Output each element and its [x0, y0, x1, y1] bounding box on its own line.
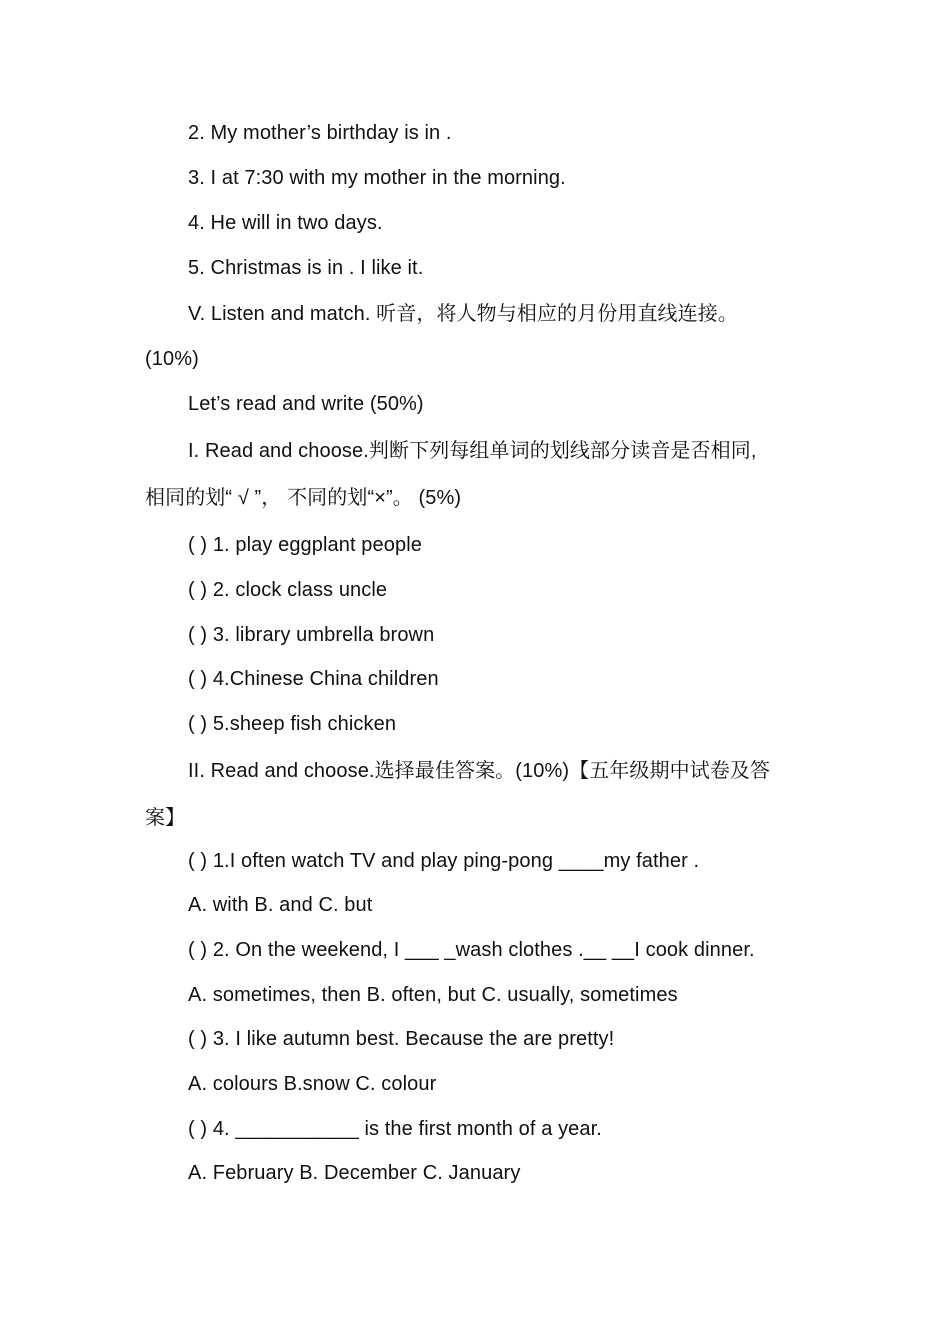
part-heading-read-write: Let’s read and write (50%): [188, 393, 424, 415]
fill-blank-item-4: 4. He will in two days.: [188, 212, 383, 234]
phonics-item-4: ( ) 4.Chinese China children: [188, 668, 439, 690]
fill-blank-item-5: 5. Christmas is in . I like it.: [188, 257, 424, 279]
phonics-item-1: ( ) 1. play eggplant people: [188, 534, 422, 556]
choice-options-1: A. with B. and C. but: [188, 894, 373, 916]
choice-options-2: A. sometimes, then B. often, but C. usually, sometimes: [188, 984, 678, 1006]
choice-question-4: ( ) 4. ___________ is the first month of a year.: [188, 1118, 602, 1140]
choice-question-2: ( ) 2. On the weekend, I ___ _wash clothes .__ __I cook dinner.: [188, 939, 755, 961]
phonics-item-5: ( ) 5.sheep fish chicken: [188, 713, 397, 735]
choice-options-3: A. colours B.snow C. colour: [188, 1073, 437, 1095]
section-ii-heading: II. Read and choose.选择最佳答案。(10%)【五年级期中试卷及答: [188, 760, 771, 782]
choice-options-4: A. February B. December C. January: [188, 1162, 521, 1184]
section-ii-heading-cont: 案】: [145, 807, 186, 829]
choice-question-1: ( ) 1.I often watch TV and play ping-pong ____my father .: [188, 850, 700, 872]
fill-blank-item-2: 2. My mother’s birthday is in .: [188, 122, 452, 144]
choice-question-3: ( ) 3. I like autumn best. Because the are pretty!: [188, 1028, 615, 1050]
phonics-item-3: ( ) 3. library umbrella brown: [188, 624, 435, 646]
fill-blank-item-3: 3. I at 7:30 with my mother in the morning.: [188, 167, 566, 189]
phonics-item-2: ( ) 2. clock class uncle: [188, 579, 388, 601]
section-i-heading-cont: 相同的划“ √ ”， 不同的划“×”。 (5%): [145, 487, 462, 509]
section-v-heading: V. Listen and match. 听音，将人物与相应的月份用直线连接。: [188, 303, 738, 325]
section-i-heading: I. Read and choose.判断下列每组单词的划线部分读音是否相同,: [188, 440, 757, 462]
section-v-score: (10%): [145, 348, 199, 370]
